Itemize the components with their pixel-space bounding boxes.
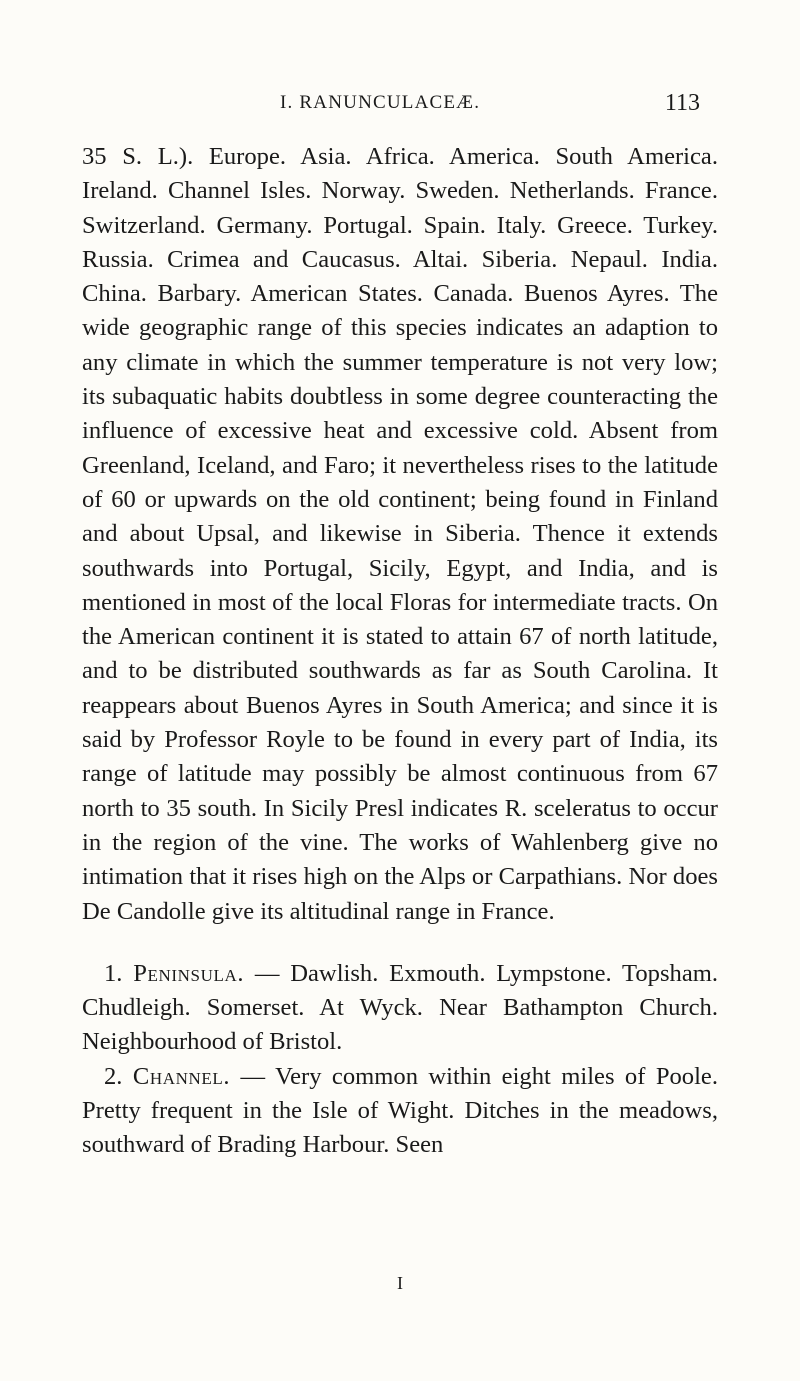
peninsula-number: 1. (104, 959, 123, 987)
channel-number: 2. (104, 1062, 123, 1090)
channel-dash: — (230, 1062, 276, 1090)
channel-paragraph (82, 1060, 718, 1163)
peninsula-paragraph (82, 957, 718, 1060)
peninsula-text: Dawlish. Exmouth. Lympstone. Topsham. Chudleigh. Somerset. At Wyck. Near Bathampton Church. Neighbourhood of Bristol. (82, 959, 719, 1056)
channel-text: Very common within eight miles of Poole. Pretty frequent in the Isle of Wight. Ditches in the meadows, southward of Brading Harbour. Seen (82, 1062, 718, 1159)
distribution-paragraph: 35 S. L.). Europe. Asia. Africa. America. South America. Ireland. Channel Isles. Norway. Sweden. Netherlands. France. Switzerland. Germany. Portugal. Spain. Italy. Greece. Turkey. Russia. Crimea and Caucasus. Altai. Siberia. Nepaul. India. China. Barbary. American States. Canada. Buenos Ayres. The wide geographic range of this species indicates an adaption to any climate in which the summer temperature is not very low; its subaquatic habits doubtless in some degree counteracting the influence of excessive heat and excessive cold. Absent from Greenland, Iceland, and Faro; it nevertheless rises to the latitude of 60 or upwards on the old continent; being found in Finland and about Upsal, and likewise in Siberia. Thence it extends southwards into Portugal, Sicily, Egypt, and India, and is mentioned in most of the local Floras for intermediate tracts. On the American continent it is stated to attain 67 of north latitude, and to be distributed southwards as far as South Carolina. It reappears about Buenos Ayres in South America; and since it is said by Professor Royle to be found in every part of India, its range of latitude may possibly be almost continuous from 67 north to 35 south. In Sicily Presl indicates R. sceleratus to occur in the region of the vine. The works of Wahlenberg give no intimation that it rises high on the Alps or Carpathians. Nor does De Candolle give its altitudinal range in France. (82, 143, 718, 925)
page-number: 113 (664, 90, 700, 116)
paragraph-gap (82, 929, 718, 957)
channel-label: Channel. (132, 1062, 231, 1090)
peninsula-label: Peninsula. (133, 959, 245, 987)
body-text (82, 140, 718, 1163)
running-head (190, 90, 700, 120)
peninsula-dash: — (244, 959, 291, 987)
signature-mark: I (397, 1273, 403, 1293)
running-title: I. RANUNCULACEÆ. (280, 92, 481, 113)
